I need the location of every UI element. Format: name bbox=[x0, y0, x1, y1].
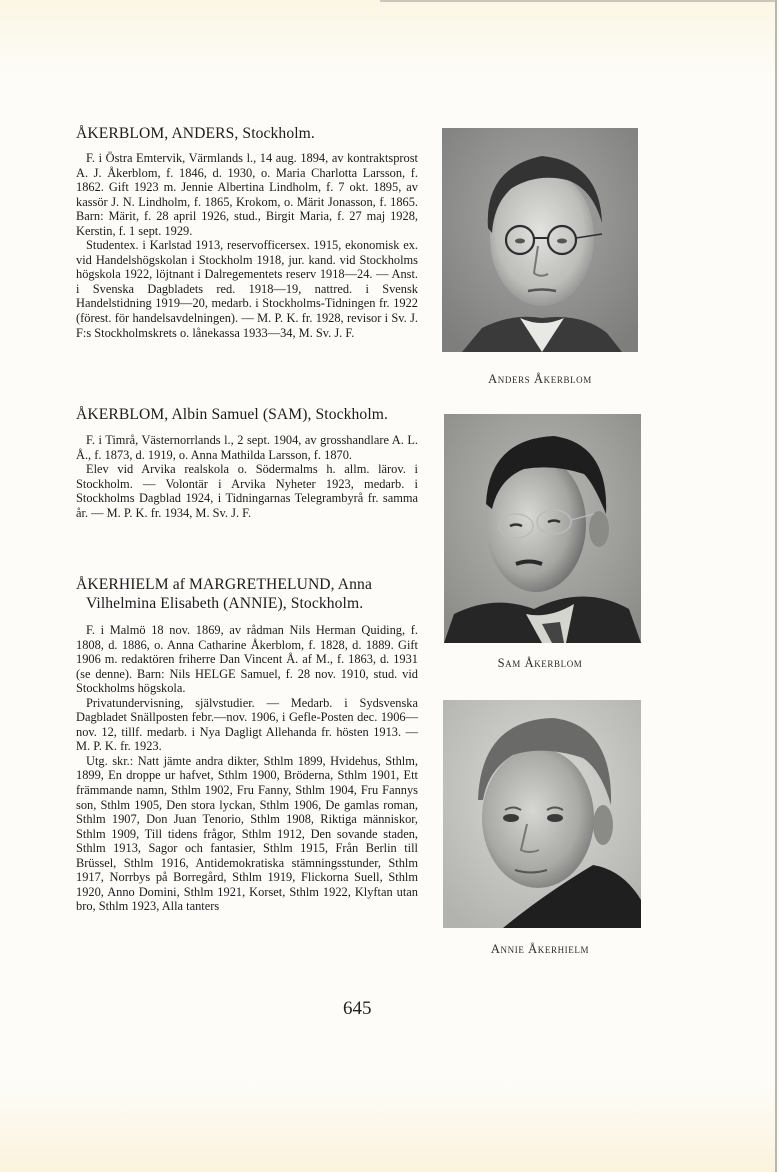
portrait-photo-anders bbox=[442, 128, 638, 352]
page-number: 645 bbox=[343, 998, 372, 1019]
photo-caption: Annie Åkerhielm bbox=[490, 942, 590, 956]
entry-paragraph: F. i Timrå, Västernorrlands l., 2 sept. 1904, av grosshandlare A. L. Å., f. 1873, d. 1919, o. Anna Mathilda Larsson, f. 1870. bbox=[76, 433, 418, 462]
entry-paragraph: Studentex. i Karlstad 1913, reservofficersex. 1915, ekonomisk ex. vid Handelshögskolan i Stockholm 1918, jur. kand. vid Stockholms högskola 1922, löjtnant i Dalregementets reserv 1918—24. — Anst. i Svenska Dagbladets red. 1918—19, nattred. i Svensk Handelstidning 1919—20, medarb. i Stockholms-Tidningen fr. 1922 (förest. för handelsavdelningen). — M. P. K. fr. 1928, revisor i Sv. J. F:s Stockholmskrets o. lånekassa 1933—34, M. Sv. J. F. bbox=[76, 238, 418, 340]
entry-paragraph: Elev vid Arvika realskola o. Södermalms h. allm. lärov. i Stockholm. — Volontär i Arvika Nyheter 1923, medarb. i Stockholms Dagblad 1924, i Tidningarnas Telegrambyrå fr. samma år. — M. P. K. fr. 1934, M. Sv. J. F. bbox=[76, 462, 418, 520]
entry-paragraph: Privatundervisning, självstudier. — Medarb. i Sydsvenska Dagbladet Snällposten febr.—nov. 1906, i Gefle-Posten dec. 1906—nov. 12, tillf. medarb. i Nya Dagligt Allehanda fr. hösten 1913. — M. P. K. fr. 1923. bbox=[76, 695, 418, 754]
entry-heading-line: Vilhelmina Elisabeth (ANNIE), Stockholm. bbox=[86, 595, 364, 612]
entry-heading-line: ÅKERBLOM, Albin Samuel (SAM), Stockholm. bbox=[76, 406, 388, 423]
entry-heading-line: ÅKERBLOM, ANDERS, Stockholm. bbox=[76, 125, 315, 142]
entry-paragraph: F. i Östra Emtervik, Värmlands l., 14 aug. 1894, av kontraktsprost A. J. Åkerblom, f. 1846, d. 1930, o. Maria Charlotta Larsson, f. 1862. Gift 1923 m. Jennie Albertina Lindholm, f. 7 okt. 1895, av kassör J. N. Lindholm, f. 1865, Krokom, o. Märit Jonasson, f. 1865. Barn: Märit, f. 28 april 1926, stud., Birgit Maria, f. 27 maj 1928, Kerstin, f. 1 sept. 1929. bbox=[76, 151, 418, 238]
entry-paragraph: F. i Malmö 18 nov. 1869, av rådman Nils Herman Quiding, f. 1808, d. 1886, o. Anna Catharine Åkerblom, f. 1828, d. 1889. Gift 1906 m. redaktören friherre Dan Vincent Å. af M., f. 1863, d. 1931 (se denne). Barn: Nils HELGE Samuel, f. 28 nov. 1910, stud. vid Stockholms högskola. bbox=[76, 623, 418, 696]
portrait-man-icon bbox=[444, 414, 641, 643]
portrait-man-icon bbox=[442, 128, 638, 352]
entry-body bbox=[76, 151, 418, 340]
photo-caption: Sam Åkerblom bbox=[497, 656, 583, 670]
entry-paragraph: Utg. skr.: Natt jämte andra dikter, Sthlm 1899, Hvidehus, Sthlm, 1899, En droppe ur hafvet, Sthlm 1900, Bröderna, Sthlm 1901, Ett främmande namn, Sthlm 1902, Fru Fanny, Sthlm 1904, Fru Fannys son, Sthlm 1905, Den stora lyckan, Sthlm 1906, De gamlas roman, Sthlm 1907, Don Juan Tenorio, Sthlm 1908, Riktiga människor, Sthlm 1909, Till tidens frågor, Sthlm 1912, Den sovande staden, Sthlm 1913, Sagor och fantasier, Sthlm 1915, Från Berlin till Brüssel, Sthlm 1916, Antidemokratiska stämningsstunder, Sthlm 1917, Norrbys på Borregård, Sthlm 1919, Flickorna Suell, Sthlm 1920, Anno Domini, Sthlm 1921, Korset, Sthlm 1922, Klyftan utan bro, Sthlm 1923, Alla tanters bbox=[76, 753, 418, 914]
photo-caption: Anders Åkerblom bbox=[488, 372, 592, 386]
entry-annie-akerhielm bbox=[76, 575, 418, 914]
entry-body bbox=[76, 433, 418, 520]
portrait-photo-annie bbox=[443, 700, 641, 928]
entry-sam-akerblom bbox=[76, 405, 418, 520]
entry-body bbox=[76, 623, 418, 914]
portrait-woman-icon bbox=[443, 700, 641, 928]
page-edge-line bbox=[380, 0, 775, 2]
entry-heading-line: ÅKERHIELM af MARGRETHELUND, Anna bbox=[76, 576, 372, 593]
entry-heading bbox=[76, 575, 418, 613]
entry-heading bbox=[76, 405, 418, 424]
entry-heading bbox=[76, 124, 418, 143]
entry-anders-akerblom bbox=[76, 124, 418, 340]
portrait-photo-sam bbox=[444, 414, 641, 643]
